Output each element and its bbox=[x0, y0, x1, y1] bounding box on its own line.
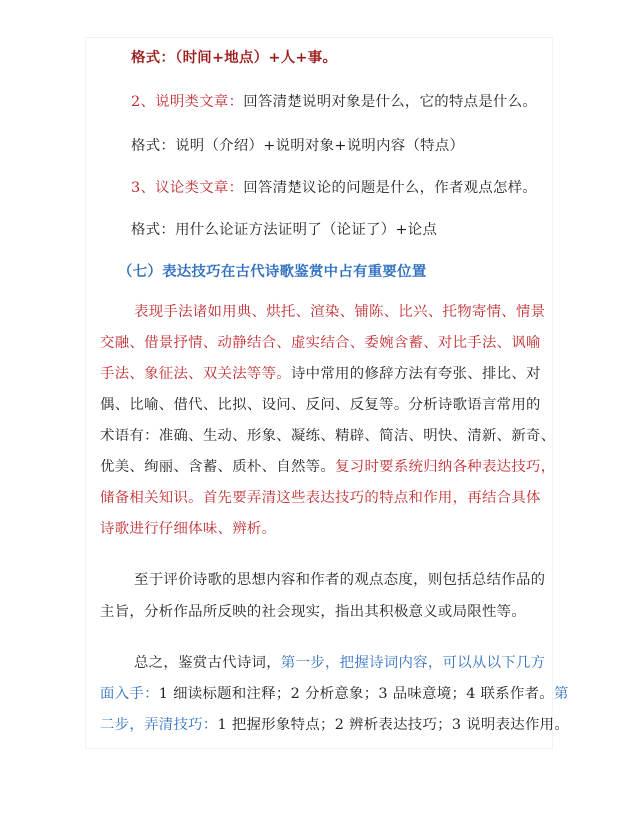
item-expository-label: 2、说明类文章： bbox=[131, 94, 244, 110]
para1-line-3-red: 手法、象征法、双关法等等。 bbox=[100, 366, 291, 382]
para3-line-2-blue-end: 第 bbox=[553, 686, 569, 702]
item-argumentative bbox=[131, 176, 537, 197]
para3-line-1-blue: 第一步，把握诗词内容，可以从以下几方 bbox=[280, 655, 546, 671]
item-expository-text: 回答清楚说明对象是什么，它的特点是什么。 bbox=[243, 94, 538, 110]
para1-line-8: 诗歌进行仔细体味、辨析。 bbox=[100, 521, 277, 537]
para2-line-2: 主旨，分析作品所反映的社会现实，指出其积极意义或局限性等。 bbox=[100, 604, 527, 620]
format-line-argumentative: 格式：用什么论证方法证明了（论证了）+论点 bbox=[131, 222, 438, 238]
item-argumentative-text: 回答清楚议论的问题是什么，作者观点怎样。 bbox=[243, 180, 538, 196]
para1-line-6-red: 复习时要系统归纳各种表达技巧， bbox=[335, 459, 556, 475]
para3-line-1 bbox=[134, 651, 545, 672]
para1-line-5: 术语有：准确、生动、形象、凝练、精辟、简洁、明快、清新、新奇、 bbox=[100, 428, 556, 444]
format-line-narrative: 格式：（时间+地点）+人+事。 bbox=[131, 49, 338, 66]
para3-line-3-blue: 二步，弄清技巧： bbox=[100, 717, 218, 733]
para1-line-3 bbox=[100, 362, 541, 383]
para1-line-6 bbox=[100, 455, 555, 476]
para3-line-1-black: 总之，鉴赏古代诗词， bbox=[134, 655, 281, 671]
para3-line-3-black: 1 把握形象特点；2 辨析表达技巧；3 说明表达作用。 bbox=[217, 717, 570, 733]
para1-line-1: 表现手法诸如用典、烘托、渲染、铺陈、比兴、托物寄情、情景 bbox=[134, 304, 546, 320]
para3-line-2-blue: 面入手： bbox=[100, 686, 159, 702]
para1-line-7: 储备相关知识。首先要弄清这些表达技巧的特点和作用，再结合具体 bbox=[100, 490, 541, 506]
item-expository bbox=[131, 90, 537, 111]
para3-line-3 bbox=[100, 713, 569, 734]
para1-line-4: 偶、比喻、借代、比拟、设问、反问、反复等。分析诗歌语言常用的 bbox=[100, 397, 541, 413]
para3-line-2-black: 1 细读标题和注释；2 分析意象；3 品味意境；4 联系作者。 bbox=[158, 686, 554, 702]
para2-line-1: 至于评价诗歌的思想内容和作者的观点态度，则包括总结作品的 bbox=[134, 572, 546, 588]
format-line-expository: 格式：说明（介绍）+说明对象+说明内容（特点） bbox=[131, 138, 465, 154]
para1-line-2: 交融、借景抒情、动静结合、虚实结合、委婉含蓄、对比手法、讽喻 bbox=[100, 335, 541, 351]
para1-line-6-black: 优美、绚丽、含蓄、质朴、自然等。 bbox=[100, 459, 336, 475]
para3-line-2 bbox=[100, 682, 569, 703]
document-page bbox=[86, 38, 570, 748]
para1-line-3-black: 诗中常用的修辞方法有夸张、排比、对 bbox=[290, 366, 541, 382]
section-heading: （七）表达技巧在古代诗歌鉴赏中占有重要位置 bbox=[118, 263, 427, 280]
item-argumentative-label: 3、议论类文章： bbox=[131, 180, 244, 196]
